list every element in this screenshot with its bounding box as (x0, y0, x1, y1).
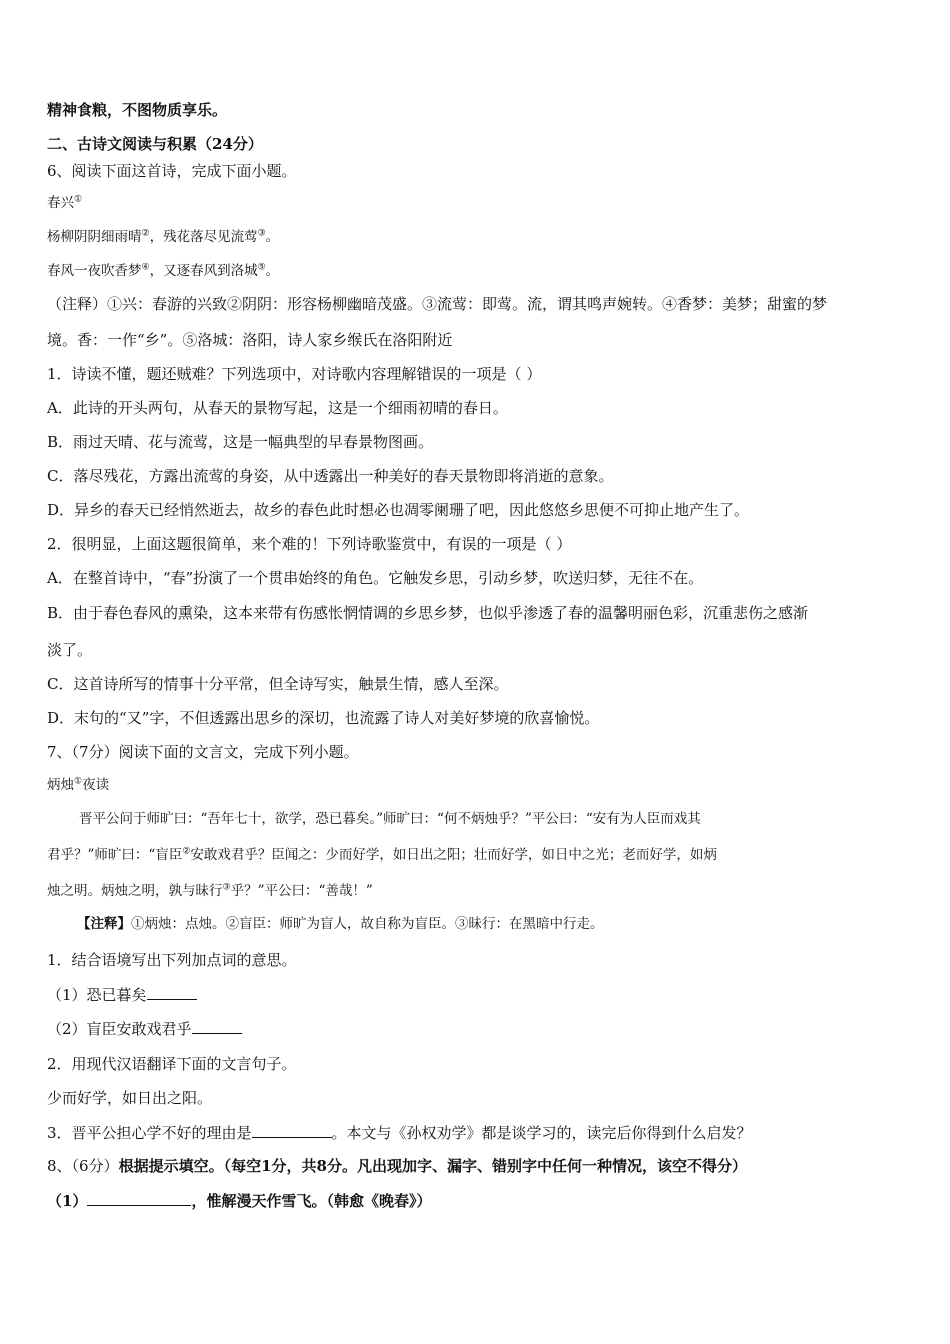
question-8 (47, 1156, 747, 1176)
passage-title-text: 炳烛 (47, 777, 74, 793)
notes-label: 【注释】 (77, 916, 131, 932)
item-number: （1） (47, 1192, 88, 1210)
text-line: 精神食粮，不图物质享乐。 (47, 101, 228, 119)
question-7-prompt: 7、（7分）阅读下面的文言文，完成下列小题。 (47, 743, 359, 761)
option-c: C．落尽残花，方露出流莺的身姿，从中透露出一种美好的春天景物即将消逝的意象。 (47, 467, 614, 485)
footnote-mark: ③ (257, 228, 266, 239)
footnote-mark: ④ (141, 262, 150, 273)
poem-title-text: 春兴 (47, 195, 74, 211)
passage-line-1: 晋平公问于师旷曰：“吾年七十，欲学，恐已暮矣。”师旷曰：“何不炳烛乎？”平公曰：“安有为人臣而戏其 (79, 811, 701, 827)
poem-notes-line-2: 境。香：一作“乡”。⑤洛城：洛阳，诗人家乡缑氏在洛阳附近 (47, 331, 453, 349)
option-d: D．异乡的春天已经悄然逝去，故乡的春色此时想必也凋零阑珊了吧，因此悠悠乡思便不可抑止地产生了。 (47, 501, 750, 519)
poem-title (47, 193, 82, 213)
poem-text: 。 (265, 229, 280, 245)
option-c: C．这首诗所写的情事十分平常，但全诗写实，触景生情，感人至深。 (47, 675, 509, 693)
option-b-line-1: B．由于春色春风的熏染，这本来带有伤感怅惘情调的乡思乡梦，也似乎渗透了春的温馨明丽色彩，沉重悲伤之感渐 (47, 604, 809, 622)
footnote-mark: ③ (222, 882, 231, 893)
question-7-3 (47, 1122, 752, 1143)
poem-line-2 (47, 261, 279, 281)
answer-blank[interactable] (147, 984, 197, 1000)
answer-blank[interactable] (87, 1190, 191, 1206)
question-7-2: 2．用现代汉语翻译下面的文言句子。 (47, 1055, 297, 1073)
footnote-mark: ① (74, 194, 83, 205)
poem-notes-line-1: （注释）①兴：春游的兴致②阴阴：形容杨柳幽暗茂盛。③流莺：即莺。流，谓其鸣声婉转。④香梦：美梦；甜蜜的梦 (47, 295, 828, 313)
passage-text: 乎？”平公曰：“善哉！” (230, 883, 373, 899)
item-text: （1）恐已暮矣 (47, 986, 147, 1004)
question-7-1: 1．结合语境写出下列加点词的意思。 (47, 951, 297, 969)
option-a: A．此诗的开头两句，从春天的景物写起，这是一个细雨初晴的春日。 (47, 399, 508, 417)
notes-text: ①炳烛：点烛。②盲臣：师旷为盲人，故自称为盲臣。③昧行：在黑暗中行走。 (131, 916, 604, 932)
passage-line-2 (47, 845, 717, 865)
question-text: 3．晋平公担心学不好的理由是 (47, 1124, 252, 1142)
question-text: 根据提示填空。（每空1分，共8分。凡出现加字、漏字、错别字中任何一种情况，该空不得分） (118, 1157, 747, 1175)
question-8-1 (47, 1190, 431, 1211)
option-a: A．在整首诗中，“春”扮演了一个贯串始终的角色。它触发乡思，引动乡梦，吹送归梦，无往不在。 (47, 569, 704, 587)
question-6-prompt: 6、阅读下面这首诗，完成下面小题。 (47, 162, 297, 180)
question-1: 1．诗读不懂，题还贼难？下列选项中，对诗歌内容理解错误的一项是（ ） (47, 365, 542, 383)
question-7-2-sentence: 少而好学，如日出之阳。 (47, 1089, 213, 1107)
passage-text: 安敢戏君乎？臣闻之：少而好学，如日出之阳；壮而好学，如日中之光；老而好学，如炳 (190, 847, 717, 863)
poem-line-1 (47, 227, 279, 247)
footnote-mark: ② (141, 228, 150, 239)
passage-title-text: 夜读 (82, 777, 110, 793)
passage-text: 烛之明。炳烛之明，孰与昧行 (47, 883, 223, 899)
passage-title (47, 775, 109, 795)
poem-text: 。 (265, 263, 280, 279)
footnote-mark: ① (74, 776, 83, 787)
passage-line-3 (47, 881, 373, 901)
poem-text: 春风一夜吹香梦 (47, 263, 142, 279)
answer-blank[interactable] (192, 1018, 242, 1034)
passage-notes (77, 914, 604, 934)
question-7-1-item-1 (47, 984, 197, 1005)
item-text: （2）盲臣安敢戏君乎 (47, 1020, 192, 1038)
section-heading: 二、古诗文阅读与积累（24分） (47, 135, 263, 153)
passage-text: 君乎？”师旷曰：“盲臣 (47, 847, 183, 863)
footnote-mark: ② (182, 846, 191, 857)
footnote-mark: ⑤ (257, 262, 266, 273)
question-number: 8、（6分） (47, 1157, 119, 1175)
answer-blank[interactable] (252, 1122, 332, 1138)
option-d: D．末句的“又”字，不但透露出思乡的深切，也流露了诗人对美好梦境的欣喜愉悦。 (47, 709, 600, 727)
question-text: 。本文与《孙权劝学》都是谈学习的，读完后你得到什么启发？ (331, 1124, 752, 1142)
question-7-1-item-2 (47, 1018, 242, 1039)
option-b: B．雨过天晴、花与流莺，这是一幅典型的早春景物图画。 (47, 433, 434, 451)
question-2: 2．很明显，上面这题很简单，来个难的！下列诗歌鉴赏中，有误的一项是（ ） (47, 535, 572, 553)
item-text: ，惟解漫天作雪飞。（韩愈《晚春》） (191, 1192, 432, 1210)
poem-text: ，又逐春风到洛城 (149, 263, 258, 279)
option-b-line-2: 淡了。 (47, 641, 93, 659)
poem-text: ，残花落尽见流莺 (149, 229, 258, 245)
poem-text: 杨柳阴阴细雨晴 (47, 229, 142, 245)
